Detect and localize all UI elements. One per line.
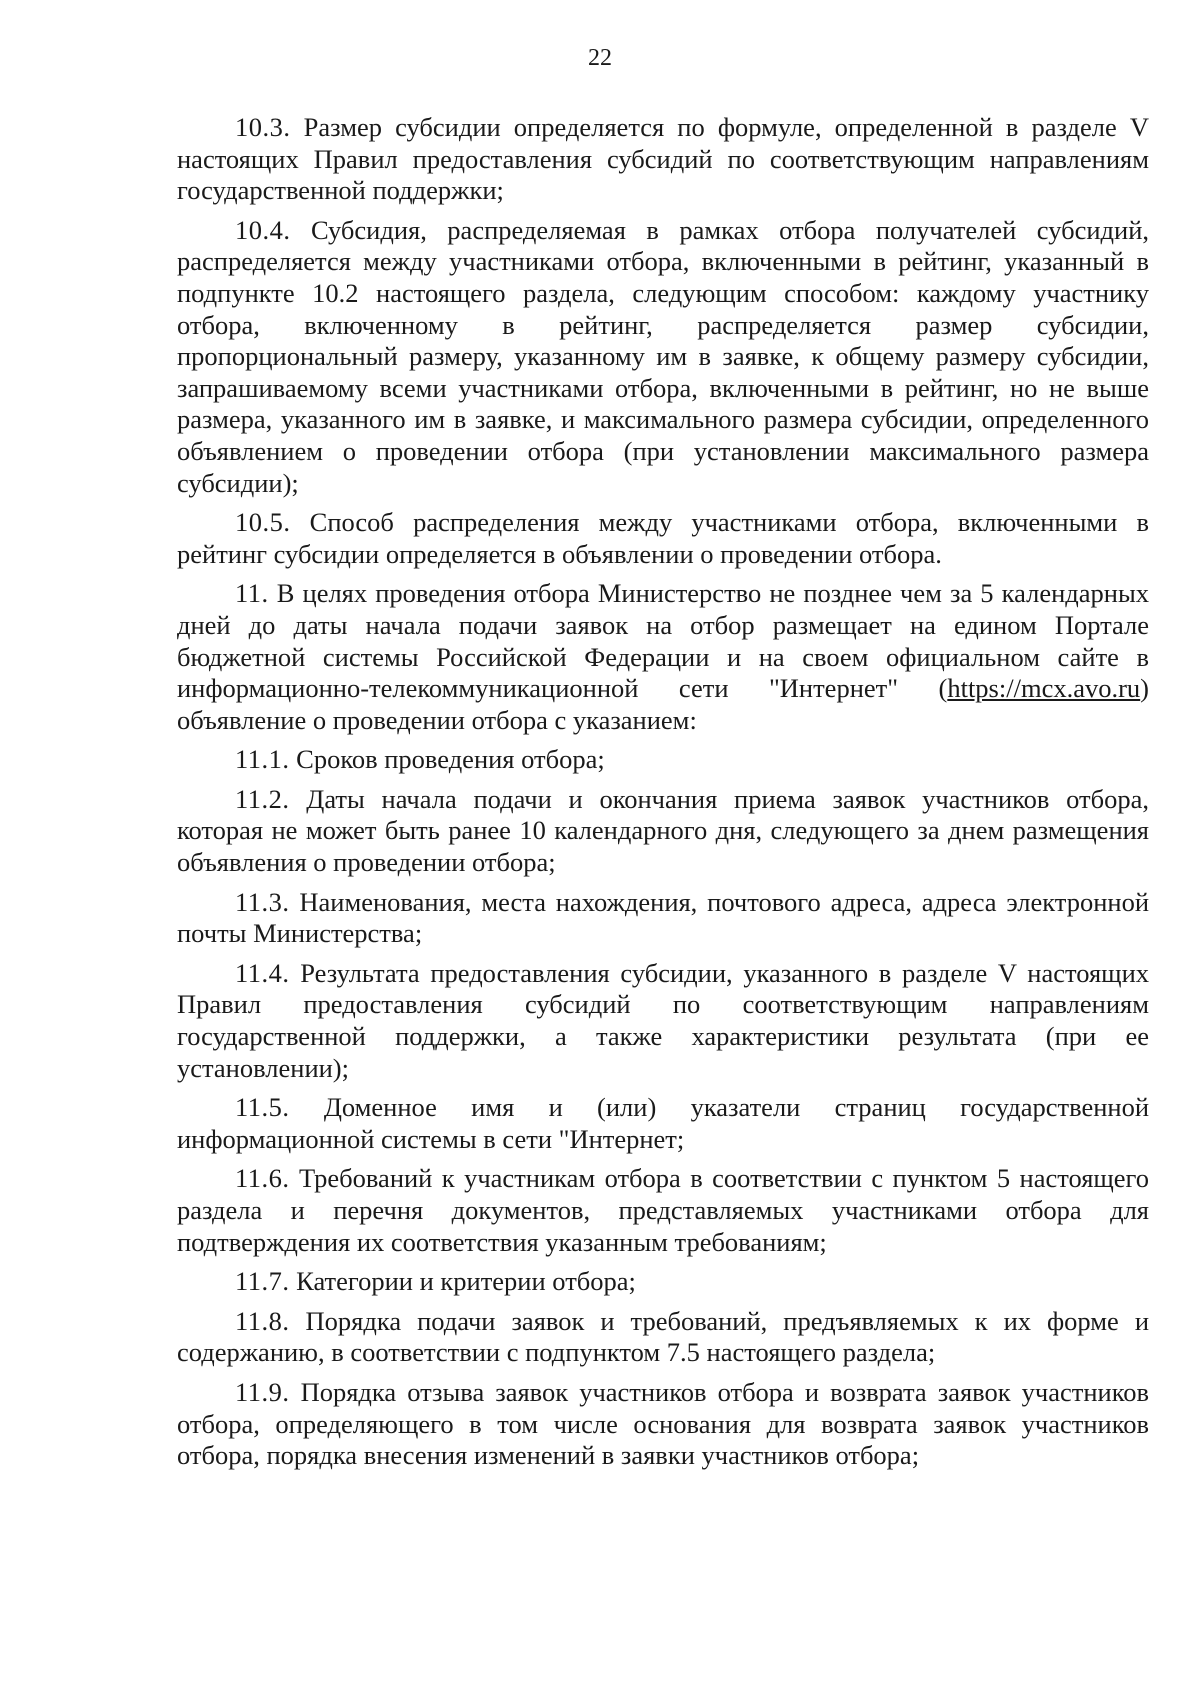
paragraph-11-2 bbox=[177, 784, 1149, 879]
paragraph-text: Способ распределения между участниками отбора, включенными в рейтинг субсидии определяется в объявлении о проведении отбора. bbox=[177, 507, 1149, 569]
paragraph-11-6 bbox=[177, 1163, 1149, 1258]
paragraph-11-3 bbox=[177, 887, 1149, 950]
paragraph-text-before-link: В целях проведения отбора Министерство не позднее чем за 5 календарных дней до даты начала подачи заявок на отбор размещает на едином Портале бюджетной системы Российской Федерации и на своем официальном сайте в информационно-телекоммуникационной сети "Интернет" ( bbox=[177, 578, 1150, 704]
paragraph-number: 11.6. bbox=[235, 1163, 290, 1194]
paragraph-11 bbox=[177, 578, 1149, 736]
paragraph-11-1 bbox=[177, 744, 1149, 776]
paragraph-10-5 bbox=[177, 507, 1149, 570]
paragraph-text: Порядка подачи заявок и требований, предъявляемых к их форме и содержанию, в соответствии с подпунктом 7.5 настоящего раздела; bbox=[177, 1305, 1149, 1368]
paragraph-11-4 bbox=[177, 958, 1149, 1084]
paragraph-10-4 bbox=[177, 215, 1149, 499]
paragraph-text: Категории и критерии отбора; bbox=[296, 1266, 636, 1297]
paragraph-number: 11.8. bbox=[235, 1305, 290, 1336]
paragraph-number: 11.5. bbox=[235, 1092, 290, 1123]
paragraph-text: Сроков проведения отбора; bbox=[296, 744, 605, 775]
paragraph-text: Требований к участникам отбора в соответствии с пунктом 5 настоящего раздела и перечня документов, представляемых участниками отбора для подтверждения их соответствия указанным требованиям; bbox=[177, 1163, 1150, 1257]
paragraph-number: 10.5. bbox=[235, 507, 291, 538]
paragraph-number: 11. bbox=[235, 578, 269, 609]
paragraph-number: 10.4. bbox=[235, 214, 291, 245]
paragraph-number: 11.3. bbox=[235, 886, 290, 917]
ministry-website-link[interactable]: https://mcx.avo.ru bbox=[947, 673, 1141, 704]
paragraph-number: 11.4. bbox=[235, 957, 290, 988]
paragraph-number: 11.7. bbox=[235, 1266, 290, 1297]
paragraph-number: 11.9. bbox=[235, 1376, 290, 1407]
paragraph-10-3 bbox=[177, 112, 1149, 207]
paragraph-text: Доменное имя и (или) указатели страниц государственной информационной системы в сети "Интернет; bbox=[177, 1092, 1150, 1154]
paragraph-number: 11.2. bbox=[235, 783, 290, 814]
paragraph-11-9 bbox=[177, 1377, 1149, 1472]
paragraph-text: Субсидия, распределяемая в рамках отбора получателей субсидий, распределяется между участниками отбора, включенными в рейтинг, указанный в подпункте 10.2 настоящего раздела, следующим способом: каждому участнику отбора, включенному в рейтинг, распределяется размер субсидии, пропорциональный размеру, указанному им в заявке, к общему размеру субсидии, запрашиваемому всеми участниками отбора, включенными в рейтинг, но не выше размера, указанного им в заявке, и максимального размера субсидии, определенного объявлением о проведении отбора (при установлении максимального размера субсидии); bbox=[177, 214, 1150, 498]
paragraph-11-8 bbox=[177, 1306, 1149, 1369]
paragraph-text: Даты начала подачи и окончания приема заявок участников отбора, которая не может быть ранее 10 календарного дня, следующего за днем размещения объявления о проведении отбора; bbox=[177, 783, 1149, 878]
paragraph-11-7 bbox=[177, 1266, 1149, 1298]
paragraph-11-5 bbox=[177, 1092, 1149, 1155]
document-body bbox=[177, 112, 1149, 1480]
paragraph-text: Размер субсидии определяется по формуле, определенной в разделе V настоящих Правил предоставления субсидий по соответствующим направлениям государственной поддержки; bbox=[177, 112, 1150, 206]
paragraph-number: 11.1. bbox=[235, 744, 290, 775]
page-number: 22 bbox=[588, 45, 612, 71]
paragraph-text: Результата предоставления субсидии, указанного в разделе V настоящих Правил предоставления субсидий по соответствующим направлениям государственной поддержки, а также характеристики результата (при ее установлении); bbox=[177, 957, 1149, 1083]
paragraph-text: Порядка отзыва заявок участников отбора и возврата заявок участников отбора, определяющего в том числе основания для возврата заявок участников отбора, порядка внесения изменений в заявки участников отбора; bbox=[177, 1376, 1150, 1471]
paragraph-text-after-link: ) объявление о проведении отбора с указанием: bbox=[177, 673, 1149, 735]
paragraph-number: 10.3. bbox=[235, 112, 291, 142]
paragraph-text: Наименования, места нахождения, почтового адреса, адреса электронной почты Министерства; bbox=[177, 886, 1149, 949]
